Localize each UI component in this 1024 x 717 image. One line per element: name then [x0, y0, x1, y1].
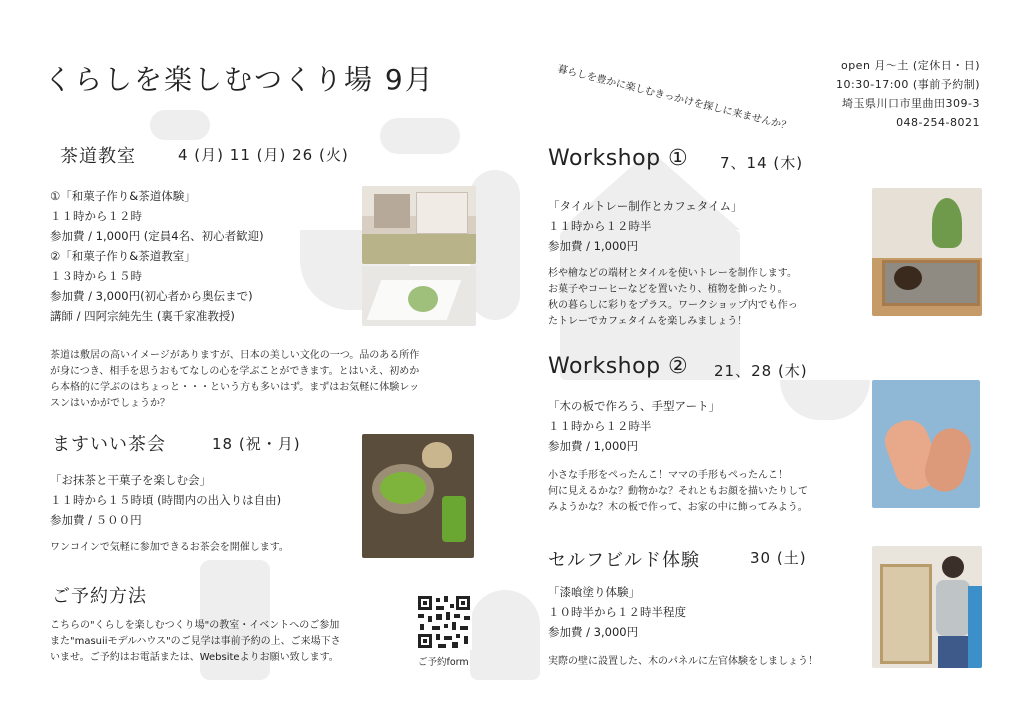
sado-desc-line1: 茶道は敷居の高いイメージがありますが、日本の美しい文化の一つ。品のある所作 [50, 350, 420, 361]
background-pot-shape [470, 590, 540, 680]
ws1-desc-line4: たトレーでカフェタイムを楽しみましょう！ [548, 316, 748, 327]
background-cloud-shape [150, 110, 210, 140]
selfbuild-time: １０時半から１２時半程度 [548, 605, 686, 619]
ws2-heading: Workshop ② [548, 354, 689, 379]
hours-time: 10:30-17:00 (事前予約制) [836, 78, 980, 91]
background-bird-shape [380, 118, 460, 154]
sado-desc-line2: が身につき、相手を思うおもてなしの心を学ぶことができます。とはいえ、初めか [50, 366, 420, 377]
chakai-heading: ますいい茶会 [52, 434, 166, 455]
ws2-dates: 21、28 (木) [714, 362, 808, 380]
reservation-qr-code[interactable] [416, 594, 472, 650]
sado-desc-line4: スンはいかがでしょうか？ [50, 398, 170, 409]
sado-course1-fee: 参加費 / 1,000円 (定員4名、初心者歓迎) [50, 229, 264, 243]
selfbuild-section [548, 546, 807, 572]
sado-section [60, 142, 349, 168]
chakai-section [52, 430, 301, 456]
ws2-desc-line1: 小さな手形をぺったんこ！ママの手形もぺったんこ！ [548, 470, 788, 481]
chakai-dates: 18 (祝・月) [212, 435, 301, 453]
ws2-title: 「木の板で作ろう、手型アート」 [548, 399, 721, 413]
hours-days: open 月〜土 (定休日・日) [840, 59, 980, 72]
sado-dates: 4 (月) 11 (月) 26 (火) [178, 146, 349, 164]
ws1-time: １１時から１２時半 [548, 219, 652, 233]
sado-course2-time: １３時から１５時 [50, 269, 142, 283]
ws2-desc-line3: みようかな？木の板で作って、お家の中に飾ってみよう。 [548, 502, 808, 513]
sado-teacher: 講師 / 四阿宗純先生 (裏千家准教授) [50, 309, 235, 323]
chakai-description: ワンコインで気軽に参加できるお茶会を開催します。 [50, 542, 289, 553]
tea-room-photo [362, 186, 476, 264]
reserve-heading: ご予約方法 [52, 586, 147, 607]
ws1-description [548, 266, 798, 330]
reserve-line2: また"masuiiモデルハウス"のご見学は事前予約の上、ご来場下さ [50, 636, 341, 647]
tile-tray-photo [872, 188, 982, 316]
tagline: 暮らしを豊かに楽しむきっかけを探しに来ませんか？ [556, 63, 792, 133]
matcha-photo [362, 434, 474, 558]
ws2-fee: 参加費 / 1,000円 [548, 439, 639, 453]
ws2-section [548, 354, 808, 380]
plastering-photo [872, 546, 982, 668]
qr-code-icon [416, 594, 472, 650]
sado-heading: 茶道教室 [60, 146, 136, 167]
qr-label: ご予約form [418, 657, 469, 668]
sado-desc-line3: ら本格的に学ぶのはちょっと・・・という方も多いはず。まずはお気軽に体験レッ [50, 382, 420, 393]
ws2-desc-line2: 何に見えるかな？動物かな？それともお顔を描いたりして [548, 486, 808, 497]
sado-course1-title: ①「和菓子作り&茶道体験」 [50, 189, 196, 203]
sado-course2-fee: 参加費 / 3,000円(初心者から奥伝まで) [50, 289, 253, 303]
ws1-title: 「タイルトレー制作とカフェタイム」 [548, 199, 743, 213]
background-tree-shape [470, 170, 520, 320]
reserve-description [50, 618, 341, 666]
ws1-section [548, 146, 804, 172]
ws1-desc-line3: 秋の暮らしに彩りをプラス。ワークショップ内でも作っ [548, 300, 798, 311]
phone-number: 048-254-8021 [896, 116, 980, 129]
selfbuild-fee: 参加費 / 3,000円 [548, 625, 639, 639]
ws2-time: １１時から１２時半 [548, 419, 652, 433]
selfbuild-title: 「漆喰塗り体験」 [548, 585, 640, 599]
selfbuild-dates: 30 (土) [750, 549, 807, 567]
sado-description [50, 348, 419, 412]
selfbuild-details [548, 582, 686, 642]
reserve-line1: こちらの"くらしを楽しむつくり場"の教室・イベントへのご参加 [50, 620, 340, 631]
selfbuild-description: 実際の壁に設置した、木のパネルに左官体験をしましょう！ [548, 656, 818, 667]
chakai-details [50, 470, 281, 530]
hand-print-photo [872, 380, 980, 508]
ws1-details [548, 196, 742, 256]
ws1-dates: 7、14 (木) [720, 154, 804, 172]
ws1-desc-line2: お菓子やコーヒーなどを置いたり、植物を飾ったり。 [548, 284, 788, 295]
address: 埼玉県川口市里曲田309-3 [842, 97, 980, 110]
sado-details [50, 186, 264, 326]
ws2-details [548, 396, 720, 456]
store-info [836, 56, 980, 132]
background-bowl-shape [780, 380, 870, 420]
selfbuild-heading: セルフビルド体験 [548, 550, 700, 571]
chakai-title: 「お抹茶と干菓子を楽しむ会」 [50, 473, 211, 487]
wagashi-photo [362, 266, 476, 326]
chakai-time: １１時から１５時頃 (時間内の出入りは自由) [50, 493, 282, 507]
sado-course2-title: ②「和菓子作り&茶道教室」 [50, 249, 196, 263]
sado-course1-time: １１時から１２時 [50, 209, 142, 223]
ws1-heading: Workshop ① [548, 146, 689, 171]
chakai-fee: 参加費 / ５００円 [50, 513, 142, 527]
reserve-line3: いませ。ご予約はお電話または、Websiteよりお願い致します。 [50, 652, 339, 663]
page-title: くらしを楽しむつくり場 9月 [44, 63, 435, 96]
ws2-description [548, 468, 808, 516]
ws1-desc-line1: 杉や檜などの端材とタイルを使いトレーを制作します。 [548, 268, 797, 279]
ws1-fee: 参加費 / 1,000円 [548, 239, 639, 253]
